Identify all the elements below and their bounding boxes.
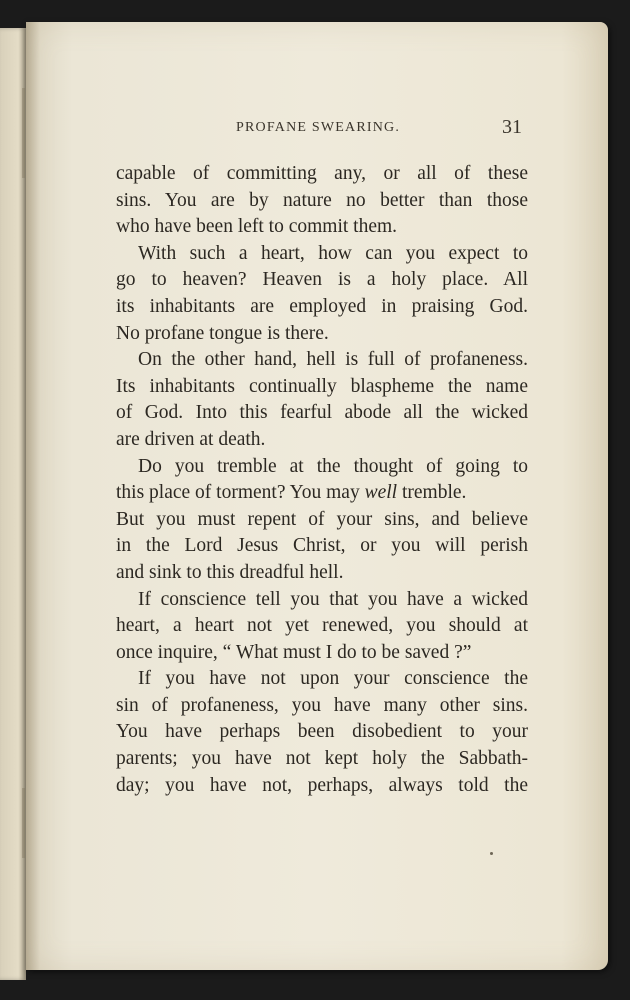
- text-segment: this place of torment? You may: [116, 482, 365, 504]
- text-line: Do you tremble at the thought of going to: [138, 455, 528, 477]
- text-line: On the other hand, hell is full of profaneness.: [138, 349, 528, 371]
- text-line: You have perhaps been disobedient to your: [116, 721, 528, 743]
- text-line: sins. You are by nature no better than those: [116, 189, 528, 211]
- text-line: once inquire, “ What must I do to be saved ?”: [116, 641, 472, 663]
- text-line: of God. Into this fearful abode all the wicked: [116, 402, 528, 424]
- text-line: capable of committing any, or all of these: [116, 163, 528, 184]
- text-segment: tremble.: [397, 482, 467, 504]
- text-line: and sink to this dreadful hell.: [116, 561, 344, 583]
- text-line: go to heaven? Heaven is a holy place. All: [116, 269, 528, 291]
- text-line: parents; you have not kept holy the Sabbath-: [116, 748, 528, 770]
- text-line: If you have not upon your conscience the: [138, 668, 528, 690]
- text-line: its inhabitants are employed in praising God.: [116, 295, 528, 317]
- text-line: sin of profaneness, you have many other sins.: [116, 694, 528, 716]
- binding-stitch: [22, 788, 25, 858]
- text-line: are driven at death.: [116, 428, 266, 450]
- book-page: [26, 22, 608, 970]
- text-line: If conscience tell you that you have a wicked: [138, 588, 528, 610]
- left-page-edge: [0, 28, 26, 980]
- page-number: 31: [502, 116, 522, 138]
- text-line: day; you have not, perhaps, always told the: [116, 774, 528, 796]
- text-line: Its inhabitants continually blaspheme the name: [116, 375, 528, 397]
- paper-speck: [490, 852, 493, 855]
- text-line-emphasis: [116, 480, 528, 507]
- emphasis-word: well: [364, 482, 398, 504]
- binding-stitch: [22, 88, 25, 178]
- text-line: But you must repent of your sins, and believe: [116, 508, 528, 530]
- text-line: heart, a heart not yet renewed, you should at: [116, 615, 528, 637]
- text-line: who have been left to commit them.: [116, 216, 398, 238]
- running-head: PROFANE SWEARING.: [236, 120, 401, 135]
- body-text: [116, 161, 528, 799]
- text-line: in the Lord Jesus Christ, or you will perish: [116, 535, 528, 557]
- text-line: With such a heart, how can you expect to: [138, 242, 528, 264]
- text-line: No profane tongue is there.: [116, 322, 329, 344]
